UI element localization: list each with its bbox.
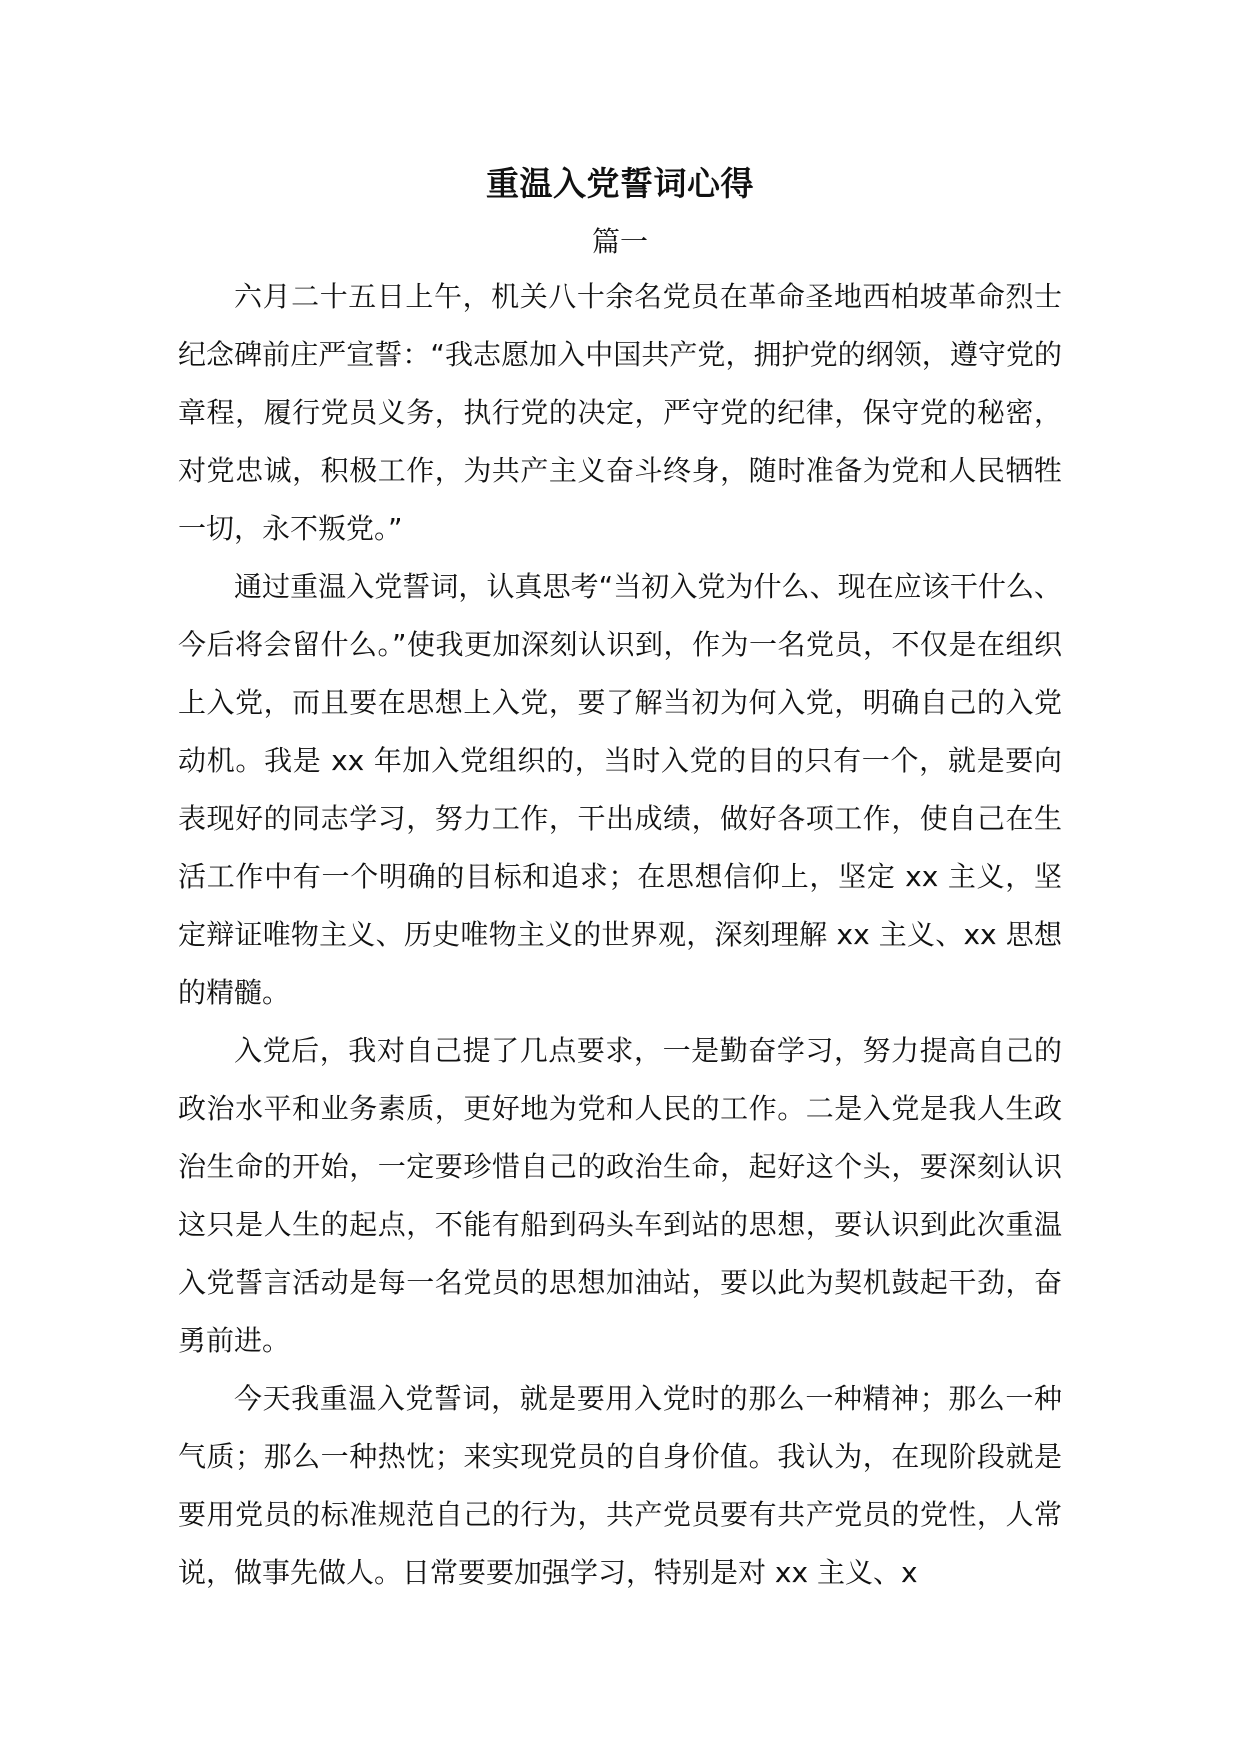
paragraph-3: 入党后，我对自己提了几点要求，一是勤奋学习，努力提高自己的政治水平和业务素质，更好地为党和人民的工作。二是入党是我人生政治生命的开始，一定要珍惜自己的政治生命，起好这个头，要深刻认识这只是人生的起点，不能有船到码头车到站的思想，要认识到此次重温入党誓言活动是每一名党员的思想加油站，要以此为契机鼓起干劲，奋勇前进。 bbox=[178, 1034, 1062, 1357]
paragraph-2: 通过重温入党誓词，认真思考“当初入党为什么、现在应该干什么、今后将会留什么。”使我更加深刻认识到，作为一名党员，不仅是在组织上入党，而且要在思想上入党，要了解当初为何入党，明确自己的入党动机。我是 xx 年加入党组织的，当时入党的目的只有一个，就是要向表现好的同志学习，努力工作，干出成绩，做好各项工作，使自己在生活工作中有一个明确的目标和追求；在思想信仰上，坚定 xx 主义，坚定辩证唯物主义、历史唯物主义的世界观，深刻理解 xx 主义、xx 思想的精髓。 bbox=[178, 570, 1062, 1009]
paragraph-4: 今天我重温入党誓词，就是要用入党时的那么一种精神；那么一种气质；那么一种热忱；来实现党员的自身价值。我认为，在现阶段就是要用党员的标准规范自己的行为，共产党员要有共产党员的党性，人常说，做事先做人。日常要要加强学习，特别是对 xx 主义、x bbox=[178, 1382, 1062, 1589]
document-subtitle: 篇一 bbox=[591, 225, 648, 258]
document-title: 重温入党誓词心得 bbox=[486, 164, 754, 203]
paragraph-1: 六月二十五日上午，机关八十余名党员在革命圣地西柏坡革命烈士纪念碑前庄严宣誓：“我志愿加入中国共产党，拥护党的纲领，遵守党的章程，履行党员义务，执行党的决定，严守党的纪律，保守党的秘密，对党忠诚，积极工作，为共产主义奋斗终身，随时准备为党和人民牺牲一切，永不叛党。” bbox=[178, 280, 1062, 545]
document-page bbox=[178, 152, 1062, 1602]
